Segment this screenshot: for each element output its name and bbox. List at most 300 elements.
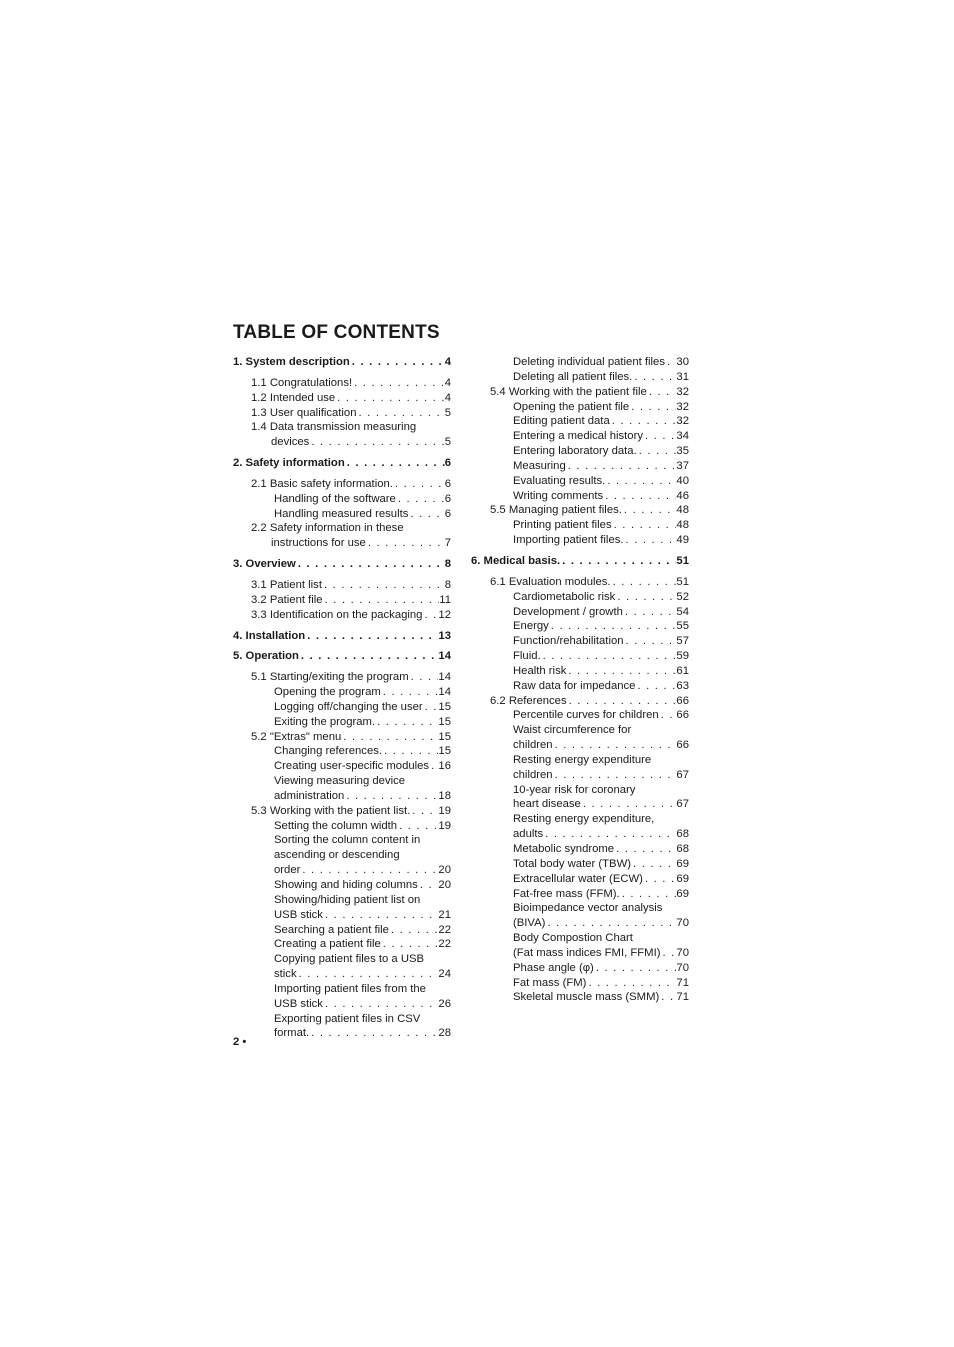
- toc-entry-title: 5.3 Working with the patient list.: [251, 804, 411, 817]
- toc-leader-dots: [393, 477, 445, 492]
- toc-entry-title: stick: [274, 968, 297, 981]
- toc-entry-title: Total body water (TBW): [513, 857, 632, 870]
- toc-page-number: 68: [676, 828, 689, 841]
- toc-entry: [471, 857, 689, 872]
- toc-entry: [233, 521, 451, 536]
- toc-page-number: 48: [676, 504, 689, 517]
- toc-page-number: 71: [676, 991, 689, 1004]
- toc-entry-title: Opening the patient file: [513, 400, 630, 413]
- toc-leader-dots: [594, 961, 677, 976]
- toc-page-number: 32: [676, 385, 689, 398]
- toc-leader-dots: [350, 355, 445, 370]
- toc-leader-dots: [396, 492, 445, 507]
- toc-page-number: 35: [676, 445, 689, 458]
- toc-entry-title: Handling of the software: [274, 492, 396, 505]
- toc-entry-title: Body Compostion Chart: [513, 932, 633, 945]
- toc-entry: [471, 990, 689, 1005]
- toc-page-number: 55: [676, 620, 689, 633]
- toc-leader-dots: [322, 578, 445, 593]
- toc-leader-dots: [581, 797, 677, 812]
- toc-entry-title: Creating a patient file: [274, 938, 381, 951]
- toc-page-number: 22: [438, 938, 451, 951]
- toc-page-number: 57: [676, 635, 689, 648]
- toc-leader-dots: [632, 370, 676, 385]
- toc-page-number: 16: [438, 760, 451, 773]
- toc-page-number: 67: [676, 768, 689, 781]
- toc-entry-title: Raw data for impedance: [513, 679, 636, 692]
- toc-leader-dots: [623, 605, 677, 620]
- toc-entry: [233, 685, 451, 700]
- toc-entry: [233, 406, 451, 421]
- toc-entry: [471, 429, 689, 444]
- toc-leader-dots: [344, 789, 438, 804]
- toc-leader-dots: [549, 619, 677, 634]
- toc-page-number: 14: [438, 650, 451, 663]
- toc-entry: [233, 908, 451, 923]
- toc-page-number: 28: [438, 1027, 451, 1040]
- toc-entry-title: 5. Operation: [233, 650, 299, 663]
- toc-entry-title: Bioimpedance vector analysis: [513, 902, 663, 915]
- toc-page-number: 11: [439, 593, 451, 606]
- toc-entry-title: 2.2 Safety information in these: [251, 522, 404, 535]
- toc-entry: [233, 536, 451, 551]
- toc-page-number: 18: [438, 789, 451, 802]
- toc-entry: [471, 634, 689, 649]
- toc-entry-title: Cardiometabolic risk: [513, 590, 616, 603]
- toc-entry: [233, 1026, 451, 1041]
- toc-entry: [471, 355, 689, 370]
- toc-entry: [471, 474, 689, 489]
- toc-page-number: 51: [676, 575, 689, 588]
- toc-entry-title: ascending or descending: [274, 849, 400, 862]
- toc-entry: [233, 391, 451, 406]
- toc-entry: [471, 812, 689, 827]
- toc-page-number: 13: [438, 629, 451, 642]
- toc-entry-title: (Fat mass indices FMI, FFMI): [513, 946, 661, 959]
- toc-chapter: [233, 629, 451, 644]
- toc-page-number: 14: [438, 686, 451, 699]
- toc-entry-title: order: [274, 864, 301, 877]
- toc-entry-title: format.: [274, 1027, 310, 1040]
- toc-leader-dots: [637, 444, 677, 459]
- toc-entry-title: Copying patient files to a USB: [274, 953, 425, 966]
- toc-page-number: 15: [438, 745, 451, 758]
- toc-entry-title: Handling measured results: [274, 507, 409, 520]
- toc-entry-title: 1.1 Congratulations!: [251, 376, 353, 389]
- toc-page-number: 26: [438, 997, 451, 1010]
- toc-entry: [233, 937, 451, 952]
- toc-entry-title: 3. Overview: [233, 558, 296, 571]
- toc-page-number: 70: [676, 917, 689, 930]
- toc-page-number: 52: [676, 590, 689, 603]
- toc-entry-title: Fluid.: [513, 650, 541, 663]
- toc-page-number: 30: [676, 356, 689, 368]
- toc-entry: [233, 819, 451, 834]
- toc-entry: [471, 901, 689, 916]
- toc-page-number: 8: [444, 578, 451, 591]
- toc-entry-title: Creating user-specific modules: [274, 760, 430, 773]
- toc-page-number: 22: [438, 923, 451, 936]
- toc-entry: [471, 783, 689, 798]
- toc-leader-dots: [622, 503, 677, 518]
- toc-entry-title: Entering laboratory data.: [513, 445, 637, 458]
- toc-entry-title: heart disease: [513, 798, 581, 811]
- toc-page-number: 6: [444, 457, 451, 470]
- toc-page-number: 49: [676, 534, 689, 547]
- toc-entry-title: Showing/hiding patient list on: [274, 893, 421, 906]
- toc-leader-dots: [647, 385, 677, 400]
- toc-leader-dots: [423, 700, 439, 715]
- toc-entry-title: 1.4 Data transmission measuring: [251, 421, 417, 434]
- toc-page-number: 40: [676, 474, 689, 487]
- toc-entry: [233, 789, 451, 804]
- toc-leader-dots: [545, 916, 676, 931]
- toc-entry-title: Importing patient files from the: [274, 982, 426, 995]
- toc-leader-dots: [381, 937, 439, 952]
- toc-page-number: 46: [676, 489, 689, 502]
- toc-entry-title: administration: [274, 789, 345, 802]
- toc-entry: [233, 507, 451, 522]
- toc-leader-dots: [614, 842, 676, 857]
- toc-entry: [471, 916, 689, 931]
- toc-entry-title: Importing patient files.: [513, 534, 624, 547]
- toc-entry-title: 5.1 Starting/exiting the program: [251, 671, 409, 684]
- toc-chapter: [233, 557, 451, 572]
- toc-page-number: 32: [676, 400, 689, 413]
- toc-page-number: 20: [438, 879, 451, 891]
- toc-entry-title: instructions for use: [271, 537, 366, 550]
- toc-leader-dots: [659, 990, 676, 1005]
- toc-leader-dots: [409, 670, 439, 685]
- toc-entry: [471, 575, 689, 590]
- toc-leader-dots: [543, 827, 676, 842]
- toc-page-number: 37: [676, 459, 689, 472]
- toc-entry: [471, 605, 689, 620]
- toc-entry: [471, 961, 689, 976]
- toc-page-number: 70: [676, 961, 689, 974]
- toc-leader-dots: [410, 804, 438, 819]
- toc-entry: [471, 946, 689, 961]
- toc-entry: [233, 982, 451, 997]
- toc-page-number: 24: [438, 968, 451, 981]
- toc-leader-dots: [605, 474, 676, 489]
- toc-page-number: 5: [444, 406, 451, 419]
- toc-entry: [471, 459, 689, 474]
- toc-page-number: 5: [444, 436, 451, 449]
- toc-entry: [233, 893, 451, 908]
- toc-entry-title: 1.3 User qualification: [251, 406, 357, 419]
- toc-chapter: [471, 554, 689, 569]
- toc-page-number: 4: [444, 356, 451, 368]
- toc-page-number: 32: [676, 415, 689, 428]
- toc-entry: [471, 400, 689, 415]
- toc-entry: [233, 670, 451, 685]
- toc-leader-dots: [297, 967, 439, 982]
- toc-entry: [233, 715, 451, 730]
- toc-entry-title: Viewing measuring device: [274, 775, 406, 788]
- toc-page-number: 4: [444, 391, 451, 404]
- toc-entry-title: Fat-free mass (FFM).: [513, 887, 620, 900]
- toc-entry-title: 3.2 Patient file: [251, 593, 323, 606]
- toc-entry-title: Function/rehabilitation: [513, 635, 624, 648]
- toc-entry: [233, 863, 451, 878]
- toc-leader-dots: [296, 557, 445, 572]
- toc-entry: [471, 872, 689, 887]
- toc-entry: [471, 723, 689, 738]
- toc-page-number: 48: [676, 519, 689, 532]
- toc-entry-title: Resting energy expenditure: [513, 753, 652, 766]
- toc-entry-title: 1. System description: [233, 356, 350, 368]
- toc-entry: [233, 700, 451, 715]
- toc-leader-dots: [382, 744, 438, 759]
- toc-leader-dots: [659, 708, 677, 723]
- toc-leader-dots: [300, 863, 438, 878]
- toc-entry: [471, 827, 689, 842]
- toc-entry-title: children: [513, 768, 553, 781]
- page-title: TABLE OF CONTENTS: [233, 322, 440, 343]
- toc-leader-dots: [299, 649, 439, 664]
- toc-column-right: [471, 355, 689, 1005]
- toc-page-number: 12: [438, 608, 451, 621]
- toc-entry-title: (BIVA): [513, 917, 546, 930]
- toc-entry: [471, 503, 689, 518]
- toc-entry-title: Metabolic syndrome: [513, 843, 615, 855]
- toc-entry-title: 5.4 Working with the patient file: [490, 385, 647, 398]
- toc-chapter: [233, 649, 451, 664]
- toc-entry: [233, 420, 451, 435]
- toc-entry-title: 6. Medical basis.: [471, 554, 561, 567]
- toc-entry: [471, 385, 689, 400]
- toc-entry: [233, 804, 451, 819]
- toc-entry: [471, 976, 689, 991]
- toc-page-number: 63: [676, 679, 689, 692]
- toc-page-number: 31: [676, 370, 689, 383]
- toc-leader-dots: [567, 694, 677, 709]
- toc-entry: [471, 370, 689, 385]
- toc-leader-dots: [643, 429, 676, 444]
- toc-entry-title: Showing and hiding columns: [274, 879, 418, 891]
- toc-entry: [471, 518, 689, 533]
- toc-entry-title: Deleting individual patient files: [513, 356, 665, 368]
- toc-page-number: 14: [438, 671, 451, 684]
- toc-entry: [471, 679, 689, 694]
- toc-entry: [233, 848, 451, 863]
- toc-entry: [471, 738, 689, 753]
- toc-leader-dots: [620, 887, 677, 902]
- toc-entry-title: Energy: [513, 620, 549, 633]
- toc-entry: [233, 744, 451, 759]
- toc-leader-dots: [603, 489, 676, 504]
- toc-entry: [233, 952, 451, 967]
- toc-entry-title: 3.1 Patient list: [251, 578, 322, 591]
- toc-entry-title: adults: [513, 828, 544, 841]
- toc-leader-dots: [560, 554, 676, 569]
- toc-leader-dots: [335, 391, 445, 406]
- toc-entry: [233, 878, 451, 893]
- toc-leader-dots: [381, 685, 439, 700]
- toc-leader-dots: [429, 759, 438, 774]
- toc-page-number: 67: [676, 798, 689, 811]
- toc-entry-title: Searching a patient file: [274, 923, 389, 936]
- toc-entry: [471, 590, 689, 605]
- toc-chapter: [233, 355, 451, 370]
- toc-entry-title: 2.1 Basic safety information.: [251, 477, 393, 490]
- toc-entry-title: 10-year risk for coronary: [513, 783, 636, 796]
- toc-leader-dots: [615, 590, 676, 605]
- toc-entry-title: Printing patient files: [513, 519, 612, 532]
- toc-entry-title: Changing references.: [274, 745, 383, 758]
- toc-entry-title: Percentile curves for children: [513, 709, 659, 722]
- toc-entry: [471, 931, 689, 946]
- toc-leader-dots: [610, 414, 677, 429]
- toc-entry: [233, 578, 451, 593]
- toc-page-number: 66: [676, 739, 689, 752]
- toc-entry: [471, 619, 689, 634]
- toc-entry-title: Development / growth: [513, 605, 623, 618]
- toc-leader-dots: [408, 507, 444, 522]
- toc-leader-dots: [305, 629, 438, 644]
- toc-leader-dots: [629, 400, 676, 415]
- toc-leader-dots: [612, 518, 677, 533]
- toc-entry-title: Setting the column width: [274, 819, 398, 832]
- toc-leader-dots: [389, 923, 438, 938]
- toc-leader-dots: [553, 738, 677, 753]
- page-number: 2 •: [233, 1036, 247, 1048]
- toc-entry: [471, 649, 689, 664]
- toc-page-number: 6: [444, 507, 451, 520]
- toc-leader-dots: [541, 649, 677, 664]
- toc-page-number: 61: [676, 664, 689, 677]
- toc-page-number: 6: [444, 492, 451, 505]
- toc-leader-dots: [418, 878, 439, 893]
- toc-leader-dots: [661, 946, 677, 961]
- toc-page-number: 15: [438, 730, 451, 743]
- toc-entry-title: USB stick: [274, 997, 323, 1010]
- toc-leader-dots: [624, 533, 677, 548]
- toc-page-number: 20: [438, 864, 451, 877]
- toc-entry: [233, 477, 451, 492]
- toc-page-number: 21: [438, 908, 451, 921]
- toc-entry-title: 5.5 Managing patient files.: [490, 504, 622, 517]
- toc-entry-title: Writing comments: [513, 489, 604, 502]
- toc-entry: [233, 759, 451, 774]
- toc-leader-dots: [397, 819, 438, 834]
- toc-entry: [233, 593, 451, 608]
- toc-leader-dots: [611, 575, 677, 590]
- toc-entry: [471, 887, 689, 902]
- toc-leader-dots: [323, 908, 438, 923]
- toc-page-number: 71: [676, 976, 689, 989]
- toc-leader-dots: [309, 1026, 438, 1041]
- toc-entry: [471, 797, 689, 812]
- toc-entry-title: 6.1 Evaluation modules.: [490, 575, 611, 588]
- toc-page-number: 34: [676, 430, 689, 443]
- toc-entry-title: Logging off/changing the user: [274, 700, 423, 713]
- toc-leader-dots: [643, 872, 676, 887]
- toc-entry: [233, 833, 451, 848]
- toc-leader-dots: [635, 679, 676, 694]
- toc-leader-dots: [566, 459, 677, 474]
- toc-entry-title: 4. Installation: [233, 629, 306, 642]
- toc-page-number: 66: [676, 709, 689, 722]
- toc-entry-title: Fat mass (FM): [513, 976, 587, 989]
- toc-entry-title: Phase angle (φ): [513, 961, 594, 974]
- toc-entry: [233, 608, 451, 623]
- toc-page-number: 4: [444, 376, 451, 389]
- toc-page-number: 54: [676, 605, 689, 618]
- toc-entry: [471, 489, 689, 504]
- toc-entry-title: Entering a medical history: [513, 430, 643, 443]
- toc-leader-dots: [375, 715, 438, 730]
- toc-entry: [471, 694, 689, 709]
- toc-entry: [233, 923, 451, 938]
- toc-page-number: 19: [438, 819, 451, 832]
- toc-column-left: [233, 355, 451, 1041]
- toc-leader-dots: [624, 634, 677, 649]
- toc-entry-title: Waist circumference for: [513, 724, 632, 737]
- toc-entry: [471, 533, 689, 548]
- toc-entry-title: Exiting the program.: [274, 715, 376, 728]
- toc-leader-dots: [586, 976, 676, 991]
- toc-leader-dots: [553, 768, 677, 783]
- toc-entry-title: 1.2 Intended use: [251, 391, 336, 404]
- toc-entry: [471, 768, 689, 783]
- toc-entry-title: 6.2 References: [490, 694, 567, 707]
- toc-entry: [233, 492, 451, 507]
- toc-page-number: 66: [676, 694, 689, 707]
- toc-page-number: 6: [444, 477, 451, 490]
- toc-entry-title: Sorting the column content in: [274, 834, 421, 847]
- toc-page-number: 19: [438, 804, 451, 817]
- toc-page-number: 59: [676, 650, 689, 663]
- toc-entry-title: Opening the program: [274, 686, 381, 699]
- toc-page-number: 69: [676, 857, 689, 870]
- toc-page-number: 8: [444, 558, 451, 571]
- toc-entry-title: Extracellular water (ECW): [513, 872, 643, 885]
- toc-page-number: 15: [438, 700, 451, 713]
- toc-entry: [471, 708, 689, 723]
- toc-page-number: 69: [676, 887, 689, 900]
- toc-entry-title: Health risk: [513, 664, 567, 677]
- toc-chapter: [233, 456, 451, 471]
- toc-leader-dots: [323, 593, 440, 608]
- toc-leader-dots: [323, 997, 438, 1012]
- toc-leader-dots: [309, 435, 444, 450]
- toc-leader-dots: [357, 406, 445, 421]
- toc-entry: [233, 997, 451, 1012]
- toc-page-number: 51: [676, 554, 689, 567]
- toc-entry-title: Deleting all patient files.: [513, 370, 633, 383]
- toc-leader-dots: [345, 456, 445, 471]
- toc-page-number: 7: [444, 537, 451, 550]
- toc-entry: [471, 444, 689, 459]
- toc-leader-dots: [352, 376, 445, 391]
- toc-entry-title: Exporting patient files in CSV: [274, 1012, 421, 1025]
- toc-page-number: 70: [676, 946, 689, 959]
- toc-leader-dots: [422, 608, 438, 623]
- toc-page-number: 15: [438, 715, 451, 728]
- toc-entry-title: Measuring: [513, 459, 566, 472]
- toc-entry: [471, 664, 689, 679]
- toc-entry: [233, 1012, 451, 1027]
- toc-entry-title: Skeletal muscle mass (SMM): [513, 991, 660, 1004]
- toc-entry-title: 3.3 Identification on the packaging: [251, 608, 423, 621]
- toc-entry-title: children: [513, 739, 553, 752]
- toc-leader-dots: [366, 536, 445, 551]
- toc-leader-dots: [665, 355, 676, 370]
- toc-entry-title: Evaluating results.: [513, 474, 606, 487]
- toc-entry-title: 2. Safety information: [233, 457, 345, 470]
